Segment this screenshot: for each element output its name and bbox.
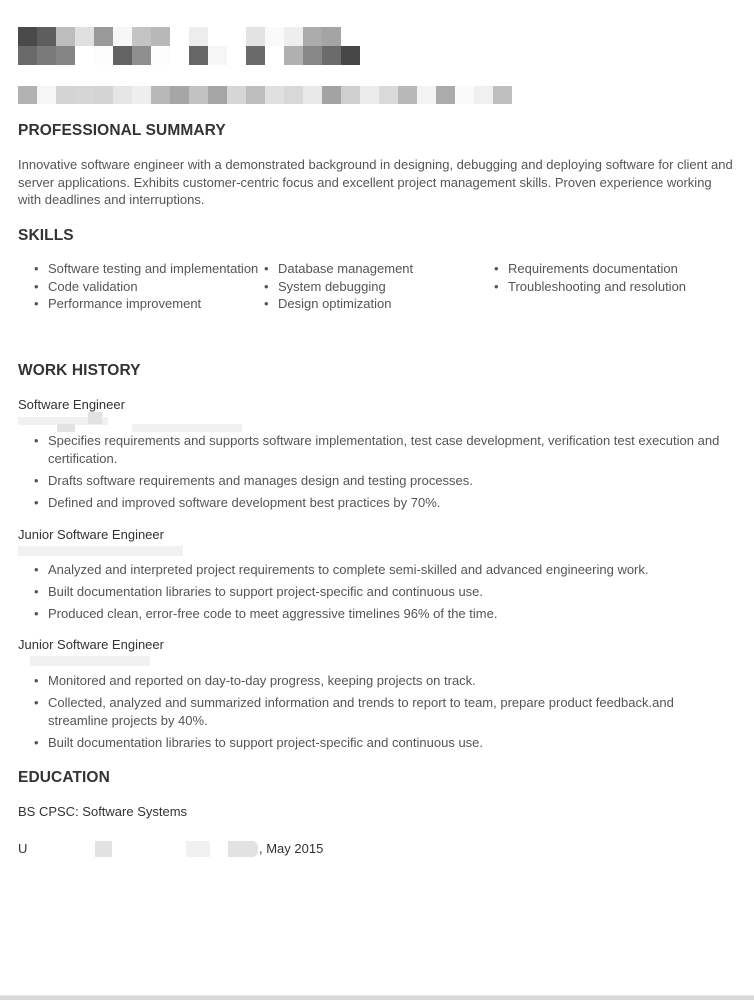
redaction-tile <box>94 46 113 65</box>
redaction-tile <box>94 86 113 104</box>
redaction-tile <box>341 86 360 104</box>
job-bullet: • Analyzed and interpreted project requirements to complete semi-skilled and advanced engineering work. <box>34 561 734 579</box>
redaction-tile <box>170 86 189 104</box>
redaction-tile <box>208 86 227 104</box>
redaction-tile <box>284 46 303 65</box>
job-bullet: • Specifies requirements and supports software implementation, test case development, verification test execution and certification. <box>34 432 734 468</box>
redaction-tile <box>341 27 360 46</box>
job-bullet: • Collected, analyzed and summarized information and trends to report to team, prepare product feedback.and streamline projects by 40%. <box>34 694 734 730</box>
redaction-tile <box>227 86 246 104</box>
redaction-tile <box>18 27 37 46</box>
redaction-tile <box>75 86 94 104</box>
redaction-tile <box>208 27 227 46</box>
redaction-tile <box>189 86 208 104</box>
redaction-tile <box>151 27 170 46</box>
work-history-heading: WORK HISTORY <box>18 362 141 379</box>
redaction-tile <box>189 27 208 46</box>
redaction-tile <box>360 86 379 104</box>
redaction-tile <box>265 27 284 46</box>
redacted-name-row <box>18 46 360 65</box>
redaction-tile <box>18 86 37 104</box>
redaction-tile <box>303 86 322 104</box>
redacted-contact-row <box>18 86 512 104</box>
redaction-tile <box>37 46 56 65</box>
redaction-tile <box>379 86 398 104</box>
job-bullet: • Built documentation libraries to support project-specific and continuous use. <box>34 734 734 752</box>
skill-item: • Design optimization <box>264 295 494 313</box>
redaction-tile <box>75 46 94 65</box>
redaction-tile <box>493 86 512 104</box>
redaction-tile <box>37 86 56 104</box>
redaction-tile <box>208 46 227 65</box>
graduation-date: , May 2015 <box>259 841 324 856</box>
redaction-tile <box>113 46 132 65</box>
redaction-tile <box>246 27 265 46</box>
redaction-tile <box>94 27 113 46</box>
redacted-school <box>228 841 258 857</box>
redaction-tile <box>132 86 151 104</box>
redacted-employer <box>132 424 242 432</box>
job-bullet: • Defined and improved software development best practices by 70%. <box>34 494 734 512</box>
redaction-tile <box>189 46 208 65</box>
job-title: Software Engineer <box>18 397 125 412</box>
degree: BS CPSC: Software Systems <box>18 804 188 819</box>
redacted-contact <box>18 86 512 104</box>
redaction-tile <box>227 46 246 65</box>
redacted-employer <box>30 656 150 666</box>
redaction-tile <box>246 46 265 65</box>
redaction-tile <box>246 86 265 104</box>
skill-item: • System debugging <box>264 278 494 296</box>
redaction-tile <box>284 27 303 46</box>
redaction-tile <box>56 46 75 65</box>
redacted-school <box>186 841 210 857</box>
redaction-tile <box>322 46 341 65</box>
redacted-employer <box>88 412 102 424</box>
school-name-prefix: U <box>18 841 28 856</box>
skill-item: • Requirements documentation <box>494 260 734 278</box>
redaction-tile <box>132 46 151 65</box>
redaction-tile <box>341 46 360 65</box>
redaction-tile <box>474 86 493 104</box>
summary-text: Innovative software engineer with a demonstrated background in designing, debugging and deploying software for client and server applications. Exhibits customer-centric focus and excellent project management skills. Proven experience working with deadlines and interruptions. <box>18 157 733 207</box>
redacted-name <box>18 27 360 65</box>
job-bullets <box>34 672 734 756</box>
redaction-tile <box>170 46 189 65</box>
skills-heading: SKILLS <box>18 227 74 244</box>
skill-item: • Database management <box>264 260 494 278</box>
redaction-tile <box>75 27 94 46</box>
redaction-tile <box>265 86 284 104</box>
redaction-tile <box>18 46 37 65</box>
job-bullets <box>34 432 734 516</box>
school-line <box>18 841 27 856</box>
redaction-tile <box>56 27 75 46</box>
redaction-tile <box>398 86 417 104</box>
skill-item: • Performance improvement <box>34 295 264 313</box>
redaction-tile <box>151 46 170 65</box>
skills-list <box>34 260 734 313</box>
redaction-tile <box>284 86 303 104</box>
redaction-tile <box>303 27 322 46</box>
redaction-tile <box>113 27 132 46</box>
redaction-tile <box>227 27 246 46</box>
job-bullets <box>34 561 734 627</box>
skill-item: • Software testing and implementation <box>34 260 264 278</box>
redaction-tile <box>436 86 455 104</box>
redacted-employer <box>57 424 75 432</box>
redaction-tile <box>56 86 75 104</box>
redacted-school <box>95 841 112 857</box>
redaction-tile <box>37 27 56 46</box>
summary-heading: PROFESSIONAL SUMMARY <box>18 122 226 139</box>
job-bullet: • Monitored and reported on day-to-day progress, keeping projects on track. <box>34 672 734 690</box>
redaction-tile <box>322 27 341 46</box>
education-heading: EDUCATION <box>18 769 110 786</box>
redacted-employer <box>18 546 183 556</box>
page-bottom-edge <box>0 995 754 1000</box>
redacted-name-row <box>18 27 360 46</box>
redaction-tile <box>265 46 284 65</box>
redaction-tile <box>113 86 132 104</box>
skill-item: • Troubleshooting and resolution <box>494 278 734 296</box>
redaction-tile <box>151 86 170 104</box>
redaction-tile <box>322 86 341 104</box>
skill-item: • Code validation <box>34 278 264 296</box>
redaction-tile <box>455 86 474 104</box>
job-bullet: • Drafts software requirements and manages design and testing processes. <box>34 472 734 490</box>
redaction-tile <box>170 27 189 46</box>
job-title: Junior Software Engineer <box>18 637 164 652</box>
redaction-tile <box>132 27 151 46</box>
job-bullet: • Produced clean, error-free code to meet aggressive timelines 96% of the time. <box>34 605 734 623</box>
job-bullet: • Built documentation libraries to support project-specific and continuous use. <box>34 583 734 601</box>
job-title: Junior Software Engineer <box>18 527 164 542</box>
redaction-tile <box>417 86 436 104</box>
redaction-tile <box>303 46 322 65</box>
